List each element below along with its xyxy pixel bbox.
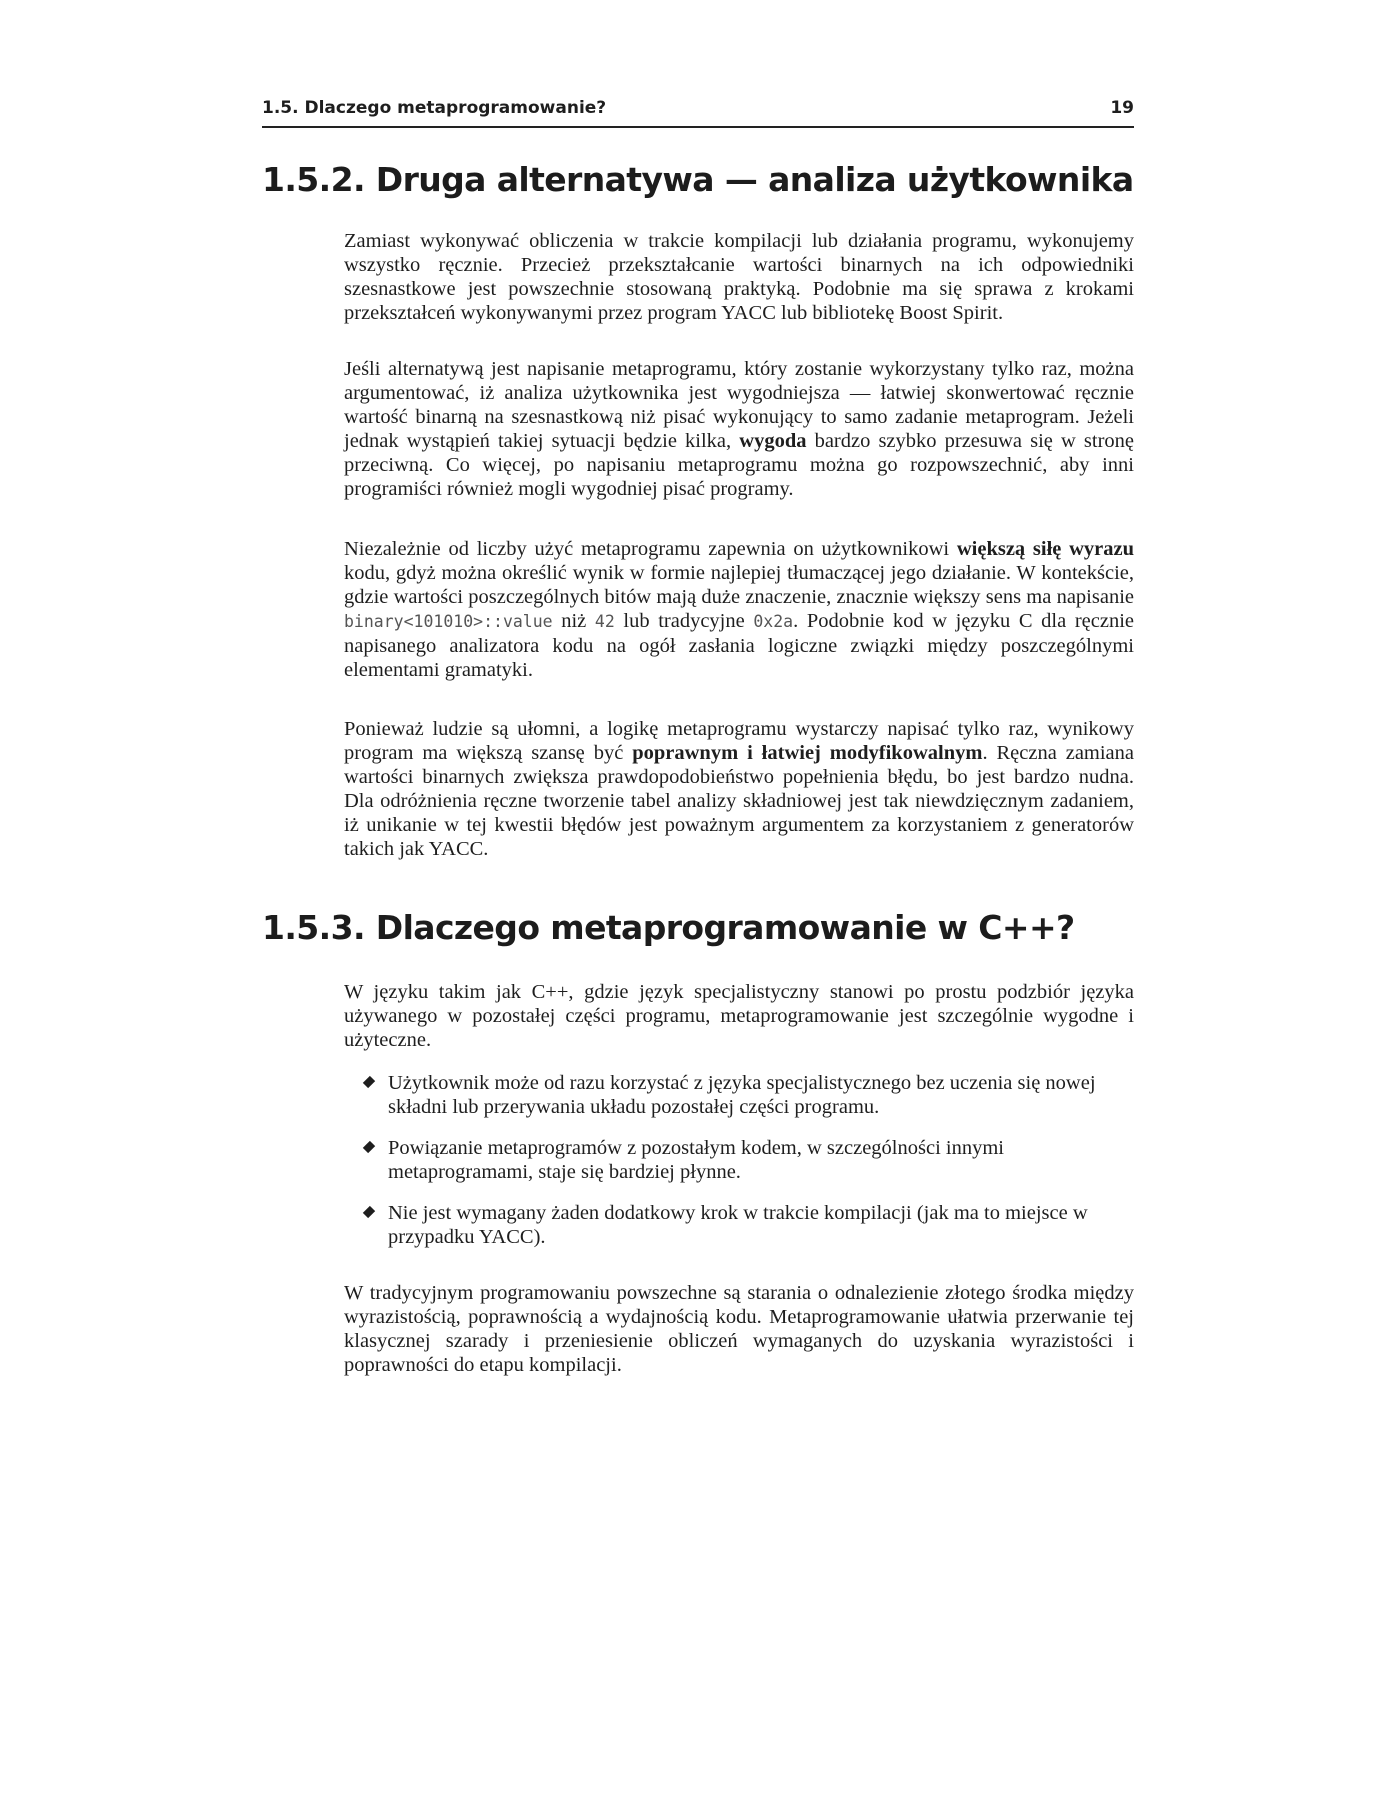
paragraph-4-text-end: . Ręczna zamiana wartości binarnych zwiększa prawdopodobieństwo popełnienia błędu, bo jest bardzo nudna. Dla odróżnienia ręczne tworzenie tabel analizy składniowej jest tak niewdzięcznym zadaniem, iż unikanie w tej kwestii błędów jest poważnym argumentem za korzystaniem z generatorów takich jak YACC. [344,742,1135,860]
list-item [362,1201,1098,1249]
list-item-text: Powiązanie metaprogramów z pozostałym kodem, w szczególności innymi metaprogramami, staje się bardziej płynne. [388,1137,1004,1183]
list-item [362,1071,1098,1119]
paragraph-1: Zamiast wykonywać obliczenia w trakcie kompilacji lub działania programu, wykonujemy wszystko ręcznie. Przecież przekształcanie wartości binarnych na ich odpowiedniki szesnastkowe jest powszechnie stosowaną praktyką. Podobnie ma się sprawa z krokami przekształceń wykonywanymi przez program YACC lub bibliotekę Boost Spirit. [344,230,1134,324]
paragraph-4-emphasis: poprawnym i łatwiej modyfikowalnym [632,742,983,764]
paragraph-5: W języku takim jak C++, gdzie język specjalistyczny stanowi po prostu podzbiór języka używanego w pozostałej części programu, metaprogramowanie jest szczególnie wygodne i użyteczne. [344,981,1134,1051]
code-binary-value: binary<101010>::value [344,612,553,631]
paragraph-3-text-end: . Podobnie kod w języku C dla ręcznie napisanego analizatora kodu na ogół zasłania logiczne związki między poszczególnymi elementami gramatyki. [344,610,1135,681]
paragraph-2-text: Jeśli alternatywą jest napisanie metaprogramu, który zostanie wykorzystany tylko raz, można argumentować, iż analiza użytkownika jest wygodniejsza — łatwiej skonwertować ręcznie wartość binarną na szesnastkową niż pisać wykonujący to samo zadanie metaprogram. Jeżeli jednak wystąpień takiej sytuacji będzie kilka, [344,358,1134,452]
paragraph-3-text-mid2: niż [552,610,595,632]
paragraph-4 [344,717,1134,861]
paragraph-4-text: Ponieważ ludzie są ułomni, a logikę metaprogramu wystarczy napisać tylko raz, wynikowy program ma większą szansę być [344,718,1134,764]
paragraph-3-text-mid: kodu, gdyż można określić wynik w formie najlepiej tłumaczącej jego działanie. W kontekście, gdzie wartości poszczególnych bitów mają duże znaczenie, znacznie większy sens ma napisanie [344,562,1134,608]
code-hex-value: 0x2a [753,612,794,631]
paragraph-3-text: Niezależnie od liczby użyć metaprogramu zapewnia on użytkownikowi [344,538,957,560]
code-decimal-value: 42 [594,612,615,631]
bullet-list [362,1071,1102,1266]
paragraph-2-emphasis: wygoda [739,430,807,452]
list-item-text: Użytkownik może od razu korzystać z języka specjalistycznego bez uczenia się nowej składni lub przerywania układu pozostałej części programu. [388,1072,1096,1118]
paragraph-3 [344,537,1134,682]
page-number: 19 [1110,98,1134,118]
diamond-bullet-icon [363,1141,375,1153]
paragraph-6: W tradycyjnym programowaniu powszechne są starania o odnalezienie złotego środka między wyrazistością, poprawnością a wydajnością kodu. Metaprogramowanie ułatwia przerwanie tej klasycznej szarady i przeniesienie obliczeń wymaganych do uzyskania wyrazistości i poprawności do etapu kompilacji. [344,1282,1134,1376]
paragraph-2 [344,357,1134,501]
paragraph-2-text-end: bardzo szybko przesuwa się w stronę przeciwną. Co więcej, po napisaniu metaprogramu można go rozpowszechnić, aby inni programiści również mogli wygodniej pisać programy. [344,430,1135,500]
diamond-bullet-icon [363,1076,375,1088]
list-item-text: Nie jest wymagany żaden dodatkowy krok w trakcie kompilacji (jak ma to miejsce w przypadku YACC). [388,1202,1088,1248]
running-head-title: 1.5. Dlaczego metaprogramowanie? [262,98,607,118]
paragraph-3-emphasis: większą siłę wyrazu [956,538,1135,560]
section-heading-1-5-3: 1.5.3. Dlaczego metaprogramowanie w C++? [262,908,1075,947]
paragraph-3-text-mid3: lub tradycyjne [614,610,754,632]
section-heading-1-5-2: 1.5.2. Druga alternatywa — analiza użytkownika [262,160,1134,199]
diamond-bullet-icon [363,1206,375,1218]
running-head [262,96,1134,128]
list-item [362,1136,1098,1184]
